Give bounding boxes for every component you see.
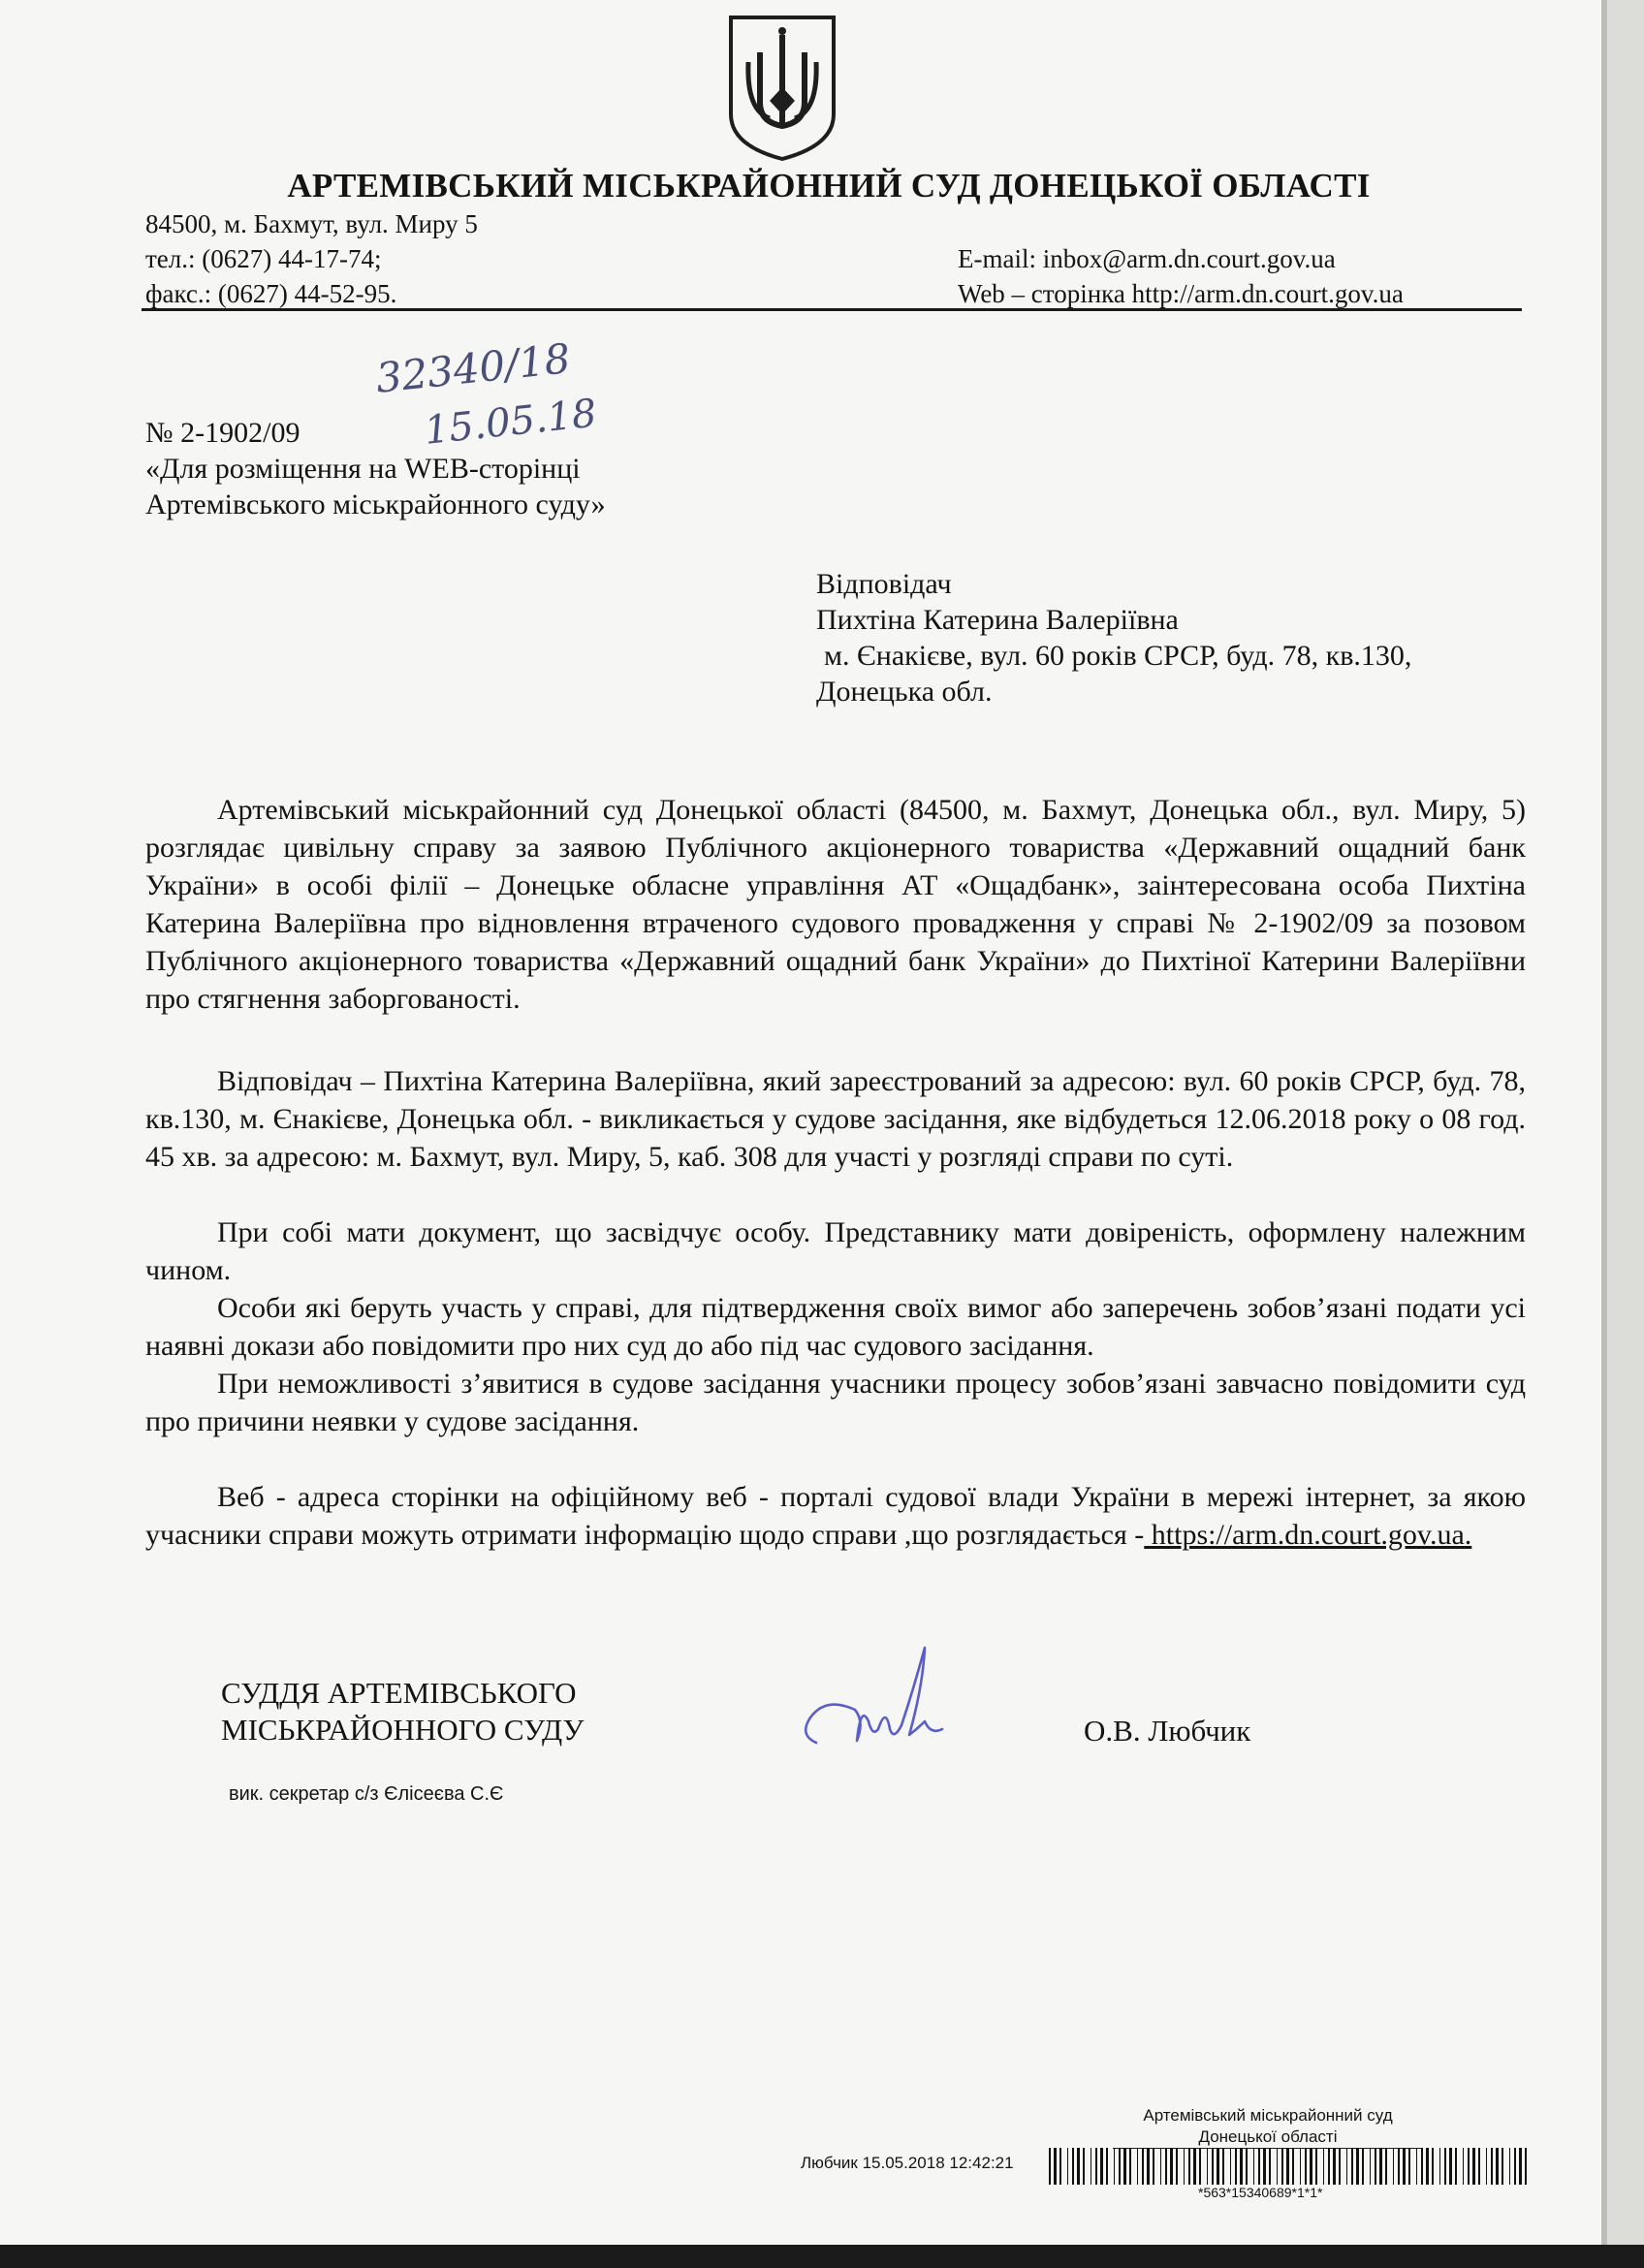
respondent-block [816,566,1411,709]
barcode-bar [1049,2148,1051,2185]
barcode-bar [1184,2148,1185,2185]
paragraph-case-description: Артемівський міськрайонний суд Донецької області (84500, м. Бахмут, Донецька обл., вул. Миру, 5) розглядає цивільну справу за заявою Публічного акціонерного товариства «Державний ощадний банк України» в особі філії – Донецьке обласне управління АТ «Ощадбанк», заінтересована особа Пихтіна Катерина Валеріївна про відновлення втраченого судового провадження у справі № 2-1902/09 за позовом Публічного акціонерного товариства «Державний ощадний банк України» до Пихтіної Катерини Валеріївни про стягнення заборгованості. [145,794,1526,1015]
barcode-bar [1472,2148,1475,2185]
barcode-bar [1333,2148,1336,2185]
coat-of-arms-icon [725,14,839,161]
barcode-bar [1463,2148,1464,2185]
barcode-bar [1426,2148,1429,2185]
contact-right [958,241,1404,311]
barcode-bar [1077,2148,1080,2185]
barcode-bar [1137,2148,1138,2185]
barcode-bar [1444,2148,1446,2185]
barcode-bar [1478,2148,1480,2185]
barcode-bar [1292,2148,1294,2185]
barcode-bar [1119,2148,1121,2185]
barcode-bar [1509,2148,1510,2185]
barcode-bar [1269,2148,1271,2185]
barcode-bar [1398,2148,1400,2185]
barcode-bar [1300,2148,1301,2185]
handwritten-date: 15.05.18 [422,391,599,454]
barcode-bar [1339,2148,1341,2185]
barcode-bar [1375,2148,1376,2185]
barcode-bar [1346,2148,1347,2185]
barcode-bar [1217,2148,1219,2185]
case-number: № 2-1902/09 [145,417,300,449]
barcode-bar [1351,2148,1353,2185]
case-info [145,415,606,522]
barcode-bar [1305,2148,1307,2185]
paragraph-absence: При неможливості з’явитися в судове засідання учасники процесу зобов’язані завчасно повідомити суд про причини неявки у судове засідання. [145,1368,1526,1437]
respondent-role: Відповідач [816,568,952,600]
barcode-bar [1114,2148,1115,2185]
barcode-bar [1416,2148,1417,2185]
registration-court-line2: Донецької області [1113,2126,1423,2149]
barcode-bar [1207,2148,1208,2185]
registration-court-line1: Артемівський міськрайонний суд [1143,2106,1393,2125]
publication-note: «Для розміщення на WEB-сторінці [145,453,581,485]
barcode-bar [1095,2148,1097,2185]
paragraph-evidence: Особи які беруть участь у справі, для підтвердження своїх вимог або заперечень зобов’язані подати усі наявні докази або повідомити про них суд до або під час судового засідання. [145,1292,1526,1362]
barcode-bar [1385,2148,1387,2185]
barcode-bar [1100,2148,1103,2185]
barcode-bar [1188,2148,1190,2185]
barcode-bar [1129,2148,1131,2185]
barcode-bar [1393,2148,1394,2185]
handwritten-signature [797,1628,962,1764]
barcode-bar [1310,2148,1312,2185]
respondent-address: м. Єнакієве, вул. 60 років СРСР, буд. 78, кв.130, [824,640,1412,672]
barcode-bar [1230,2148,1231,2185]
barcode-bar [1525,2148,1527,2185]
barcode-bar [1491,2148,1493,2185]
judge-title-line1: СУДДЯ АРТЕМІВСЬКОГО [221,1676,577,1710]
web-address-text: Веб - адреса сторінки на офіційному веб - порталі судової влади України в мережі інтернет, за якою учасники справи можуть отримати інформацію щодо справи ,що розглядається - [145,1481,1526,1551]
barcode-bar [1193,2148,1196,2185]
barcode-bar [1246,2148,1248,2185]
barcode-bar [1160,2148,1161,2185]
judge-title-line2: МІСЬКРАЙОННОГО СУДУ [221,1713,585,1747]
barcode-bar [1379,2148,1382,2185]
barcode-bar [1496,2148,1499,2185]
secretary-note: вик. секретар с/з Єлісеєва С.Є [229,1783,504,1805]
publication-note-cont: Артемівського міськрайонного суду» [145,488,606,520]
court-email: E-mail: inbox@arm.dn.court.gov.ua [958,244,1336,273]
court-fax: факс.: (0627) 44-52-95. [145,279,397,308]
barcode-bar [1315,2148,1317,2185]
court-phone: тел.: (0627) 44-17-74; [145,244,382,273]
barcode-bar [1059,2148,1061,2185]
barcode-bar [1153,2148,1154,2185]
barcode-icon [1049,2148,1528,2185]
barcode-bar [1106,2148,1108,2185]
barcode-bar [1142,2148,1144,2185]
registration-court [1113,2105,1423,2149]
court-website: Web – сторінка http://arm.dn.court.gov.ua [958,279,1404,308]
contact-left [145,206,478,311]
barcode-bar [1222,2148,1224,2185]
barcode-bar [1403,2148,1406,2185]
barcode-bar [1176,2148,1178,2185]
barcode-bar [1072,2148,1074,2185]
barcode-bar [1253,2148,1254,2185]
scan-margin-bottom [0,2245,1644,2268]
court-portal-link[interactable]: https://arm.dn.court.gov.ua. [1144,1519,1472,1551]
barcode-bar [1235,2148,1237,2185]
judge-title [221,1675,584,1748]
barcode-bar [1408,2148,1410,2185]
paragraph-documents: При собі мати документ, що засвідчує особу. Представнику мати довіреність, оформлену належним чином. [145,1216,1526,1286]
barcode-bar [1468,2148,1470,2185]
barcode-bar [1277,2148,1278,2185]
barcode-bar [1263,2148,1266,2185]
barcode-bar [1449,2148,1452,2185]
barcode-bar [1502,2148,1503,2185]
barcode-bar [1083,2148,1085,2185]
handwritten-reg-number: 32340/18 [373,334,573,402]
barcode-bar [1514,2148,1516,2185]
barcode-bar [1519,2148,1522,2185]
barcode-number: *563*15340689*1*1* [1198,2185,1323,2200]
barcode-bar [1362,2148,1364,2185]
barcode-bar [1455,2148,1457,2185]
court-address: 84500, м. Бахмут, вул. Миру 5 [145,209,478,238]
barcode-bar [1439,2148,1440,2185]
barcode-bar [1147,2148,1150,2185]
barcode-bar [1258,2148,1260,2185]
barcode-bar [1212,2148,1214,2185]
scan-margin-right [1601,0,1644,2268]
header-divider [142,308,1522,311]
barcode-bar [1486,2148,1487,2185]
barcode-bar [1370,2148,1371,2185]
barcode-bar [1123,2148,1126,2185]
barcode-bar [1432,2148,1434,2185]
barcode-bar [1199,2148,1201,2185]
paragraph-summons: Відповідач – Пихтіна Катерина Валеріївна, який зареєстрований за адресою: вул. 60 років СРСР, буд. 78, кв.130, м. Єнакієве, Донецька обл. - викликається у судове засідання, яке відбудеться 12.06.2018 року о 08 год. 45 хв. за адресою: м. Бахмут, вул. Миру, 5, каб. 308 для участі у розгляді справи по суті. [145,1065,1526,1173]
barcode-bar [1067,2148,1068,2185]
barcode-bar [1240,2148,1243,2185]
court-title: АРТЕМІВСЬКИЙ МІСЬКРАЙОННИЙ СУД ДОНЕЦЬКОЇ ОБЛАСТІ [287,167,1371,205]
registration-user-timestamp: Любчик 15.05.2018 12:42:21 [801,2154,1014,2172]
judge-name: О.В. Любчик [1084,1714,1251,1748]
barcode-bar [1286,2148,1289,2185]
barcode-bar [1054,2148,1057,2185]
respondent-name: Пихтіна Катерина Валеріївна [816,604,1179,636]
barcode-bar [1323,2148,1324,2185]
respondent-region: Донецька обл. [816,676,993,708]
barcode-bar [1356,2148,1359,2185]
barcode-bar [1165,2148,1167,2185]
barcode-bar [1421,2148,1423,2185]
barcode-bar [1170,2148,1173,2185]
barcode-bar [1281,2148,1283,2185]
barcode-bar [1328,2148,1330,2185]
paragraph-web-address [145,1478,1526,1554]
